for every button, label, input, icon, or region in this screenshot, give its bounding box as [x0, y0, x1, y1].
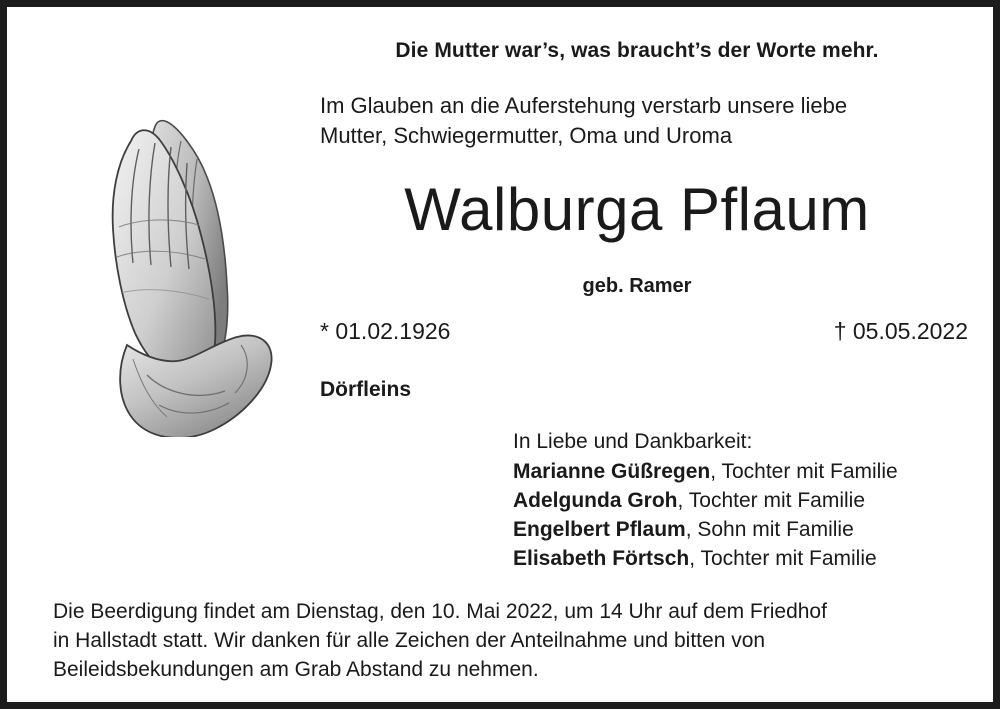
funeral-line-1: Die Beerdigung findet am Dienstag, den 10. Mai 2022, um 14 Uhr auf dem Friedhof — [53, 600, 827, 623]
place-of-residence: Dörfleins — [320, 378, 412, 401]
motto-text: Die Mutter war’s, was braucht’s der Worte mehr. — [395, 39, 879, 62]
mourner-name: Elisabeth Förtsch — [513, 547, 690, 570]
birth-name: geb. Ramer — [582, 275, 692, 297]
mourner-name: Adelgunda Groh — [513, 489, 678, 512]
mourner-relation: , Tochter mit Familie — [677, 489, 865, 512]
mourner-relation: , Sohn mit Familie — [685, 518, 854, 541]
mourner-row — [513, 486, 963, 515]
birth-date: * 01.02.1926 — [320, 318, 451, 344]
mourner-row — [513, 457, 963, 486]
mourner-row — [513, 515, 963, 544]
mourner-row — [513, 544, 963, 573]
death-date: † 05.05.2022 — [833, 318, 968, 344]
mourner-relation: , Tochter mit Familie — [710, 460, 898, 483]
praying-hands-icon — [55, 107, 295, 437]
mourner-relation: , Tochter mit Familie — [689, 547, 877, 570]
funeral-line-3: Beileidsbekundungen am Grab Abstand zu nehmen. — [53, 658, 539, 681]
funeral-details — [53, 597, 963, 684]
mourners-lead: In Liebe und Dankbarkeit: — [513, 430, 753, 453]
intro-text — [320, 91, 960, 151]
mourner-name: Engelbert Pflaum — [513, 518, 686, 541]
intro-line-2: Mutter, Schwiegermutter, Oma und Uroma — [320, 123, 733, 148]
deceased-name: Walburga Pflaum — [404, 176, 870, 243]
intro-line-1: Im Glauben an die Auferstehung verstarb unsere liebe — [320, 93, 848, 118]
funeral-line-2: in Hallstadt statt. Wir danken für alle Zeichen der Anteilnahme und bitten von — [53, 629, 766, 652]
life-dates — [320, 318, 968, 345]
mourner-name: Marianne Güßregen — [513, 460, 711, 483]
mourners-block — [513, 427, 963, 573]
